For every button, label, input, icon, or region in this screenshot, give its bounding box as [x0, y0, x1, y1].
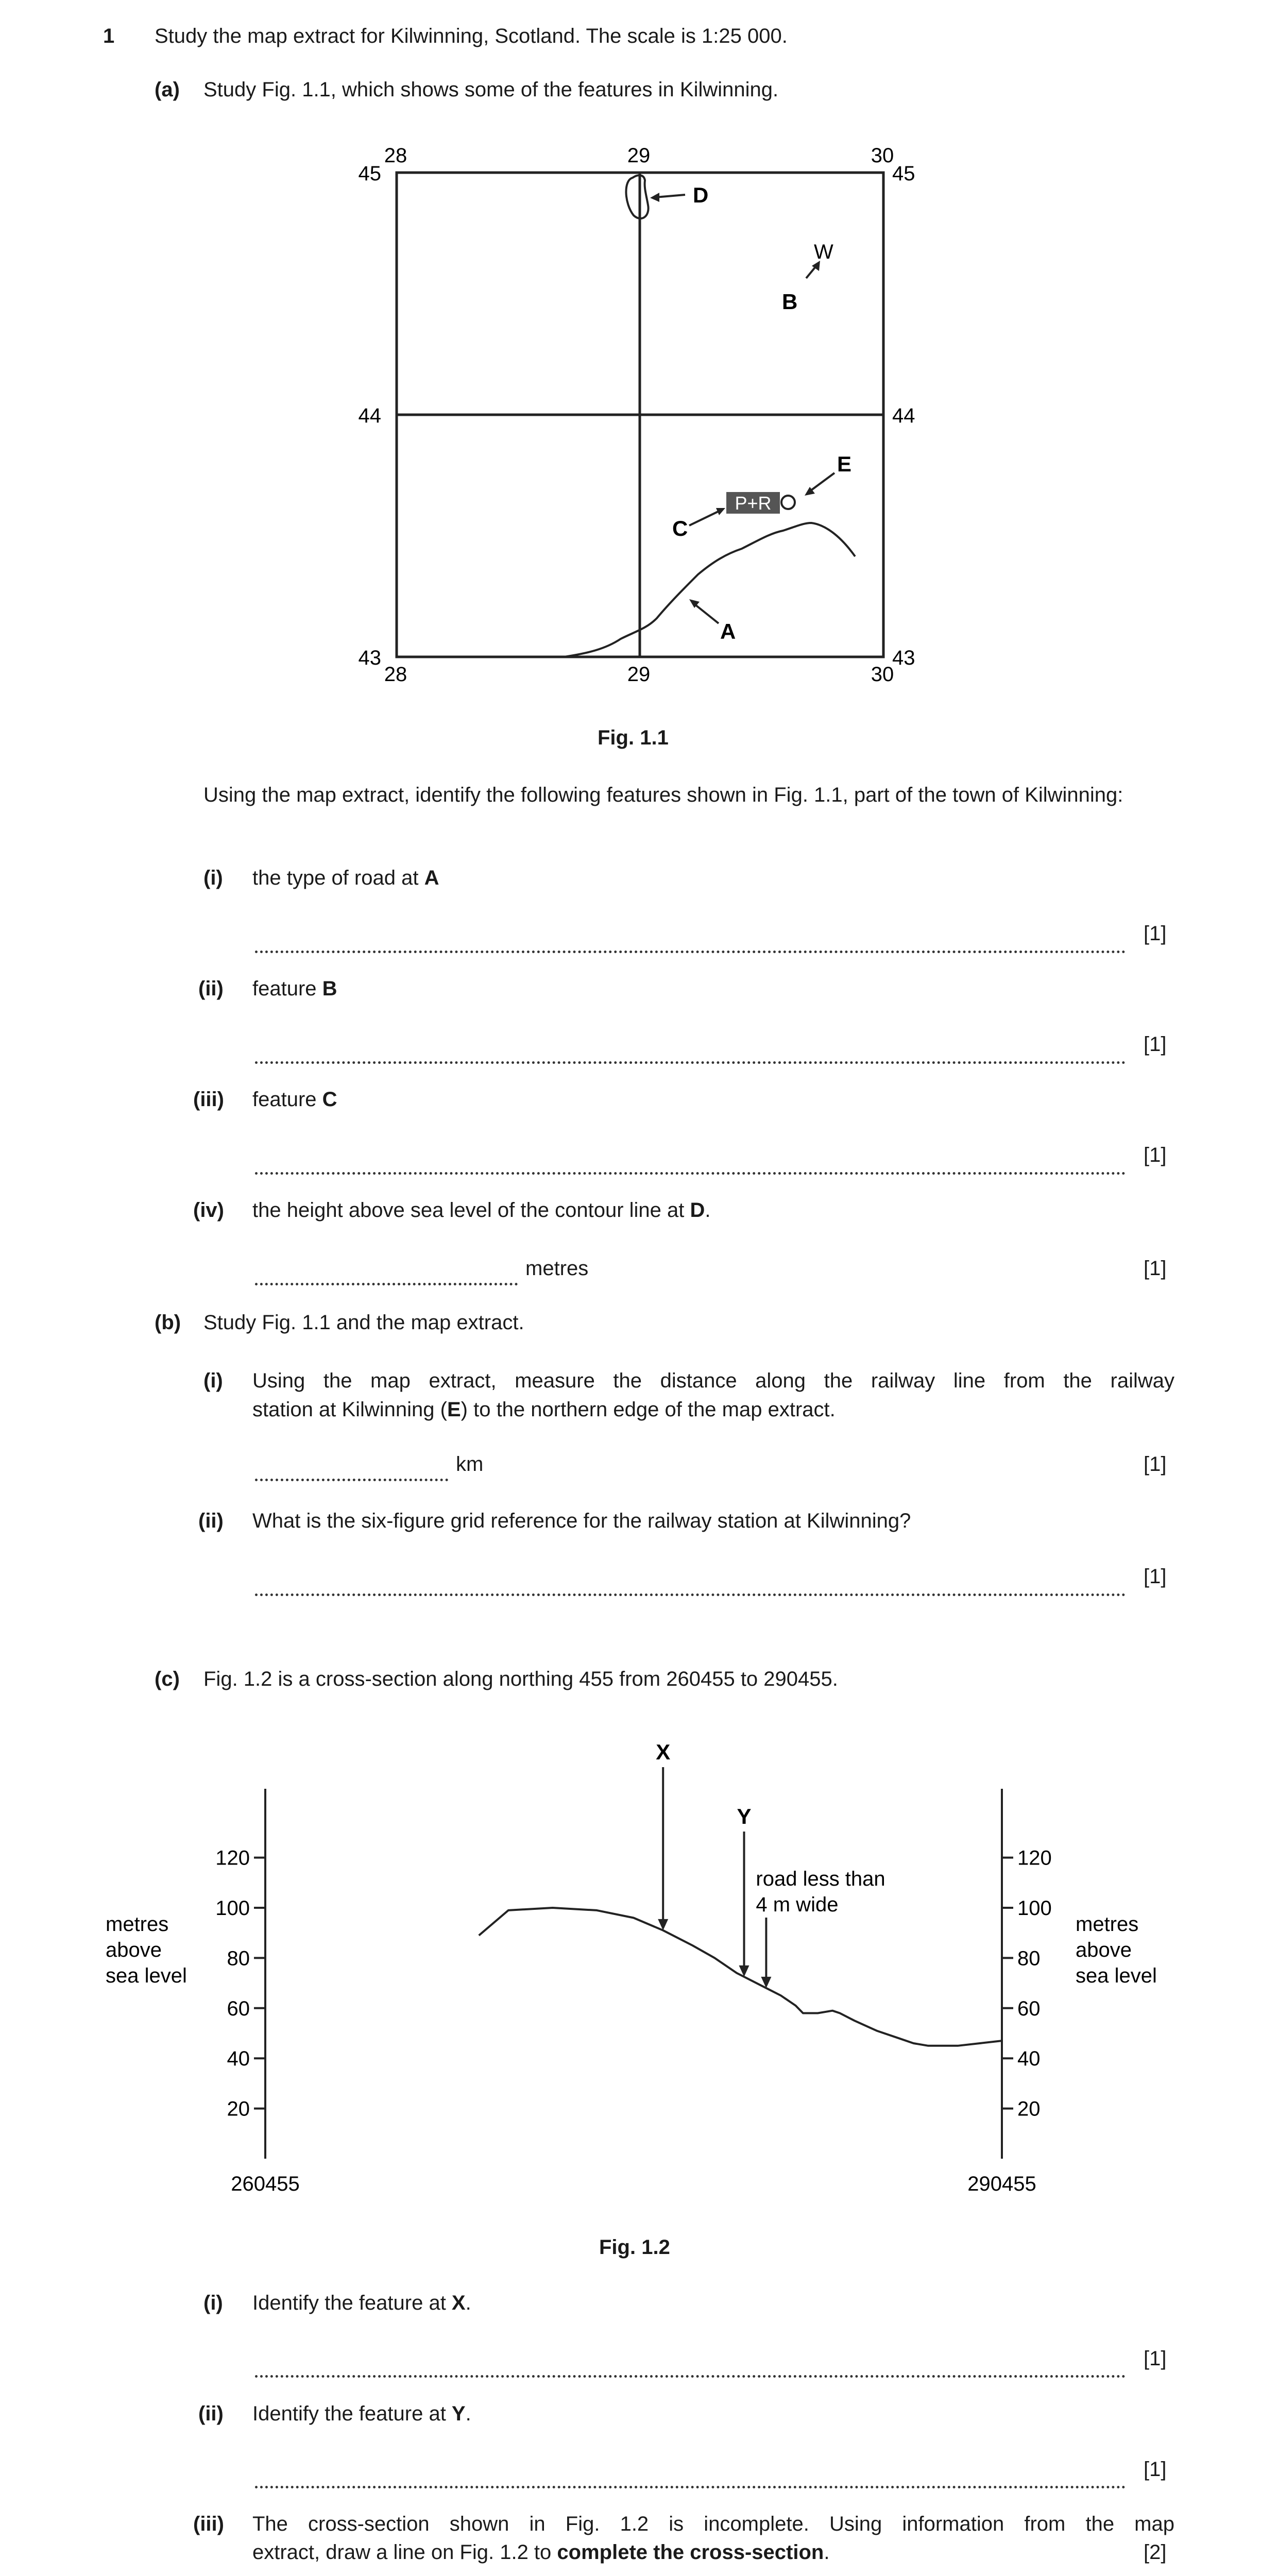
b-ii-mark: [1] — [1144, 1565, 1167, 1588]
a-i-answer-line[interactable] — [255, 951, 1126, 953]
road-a — [564, 523, 855, 657]
part-c-intro: Fig. 1.2 is a cross-section along northing 455 from 260455 to 290455. — [203, 1668, 838, 1690]
a-iii-answer-line[interactable] — [255, 1172, 1126, 1175]
northing-left-44: 44 — [358, 404, 381, 427]
road-note-line-2: 4 m wide — [756, 1893, 839, 1916]
easting-bottom-29: 29 — [627, 663, 651, 686]
c-iii-line2: extract, draw a line on Fig. 1.2 to complete the cross-section. — [252, 2541, 830, 2564]
a-iv-question: the height above sea level of the contour line at D. — [252, 1199, 711, 1222]
a-iv-mark: [1] — [1144, 1257, 1167, 1280]
y-tick-label-right-80: 80 — [1017, 1947, 1041, 1970]
c-iii-num: (iii) — [193, 2513, 224, 2535]
station-circle — [781, 496, 795, 509]
b-i-line1: Using the map extract, measure the distance along the railway line from the railway — [252, 1369, 1174, 1392]
b-i-num: (i) — [203, 1369, 223, 1392]
label-c: C — [672, 516, 688, 540]
arrow-a — [693, 603, 719, 623]
c-iii-mark: [2] — [1144, 2541, 1167, 2564]
b-ii-answer-line[interactable] — [255, 1594, 1126, 1596]
northing-right-43: 43 — [892, 647, 915, 669]
part-b-label: (b) — [155, 1311, 181, 1334]
x-end-label: 290455 — [967, 2173, 1036, 2195]
c-ii-answer-line[interactable] — [255, 2486, 1126, 2488]
arrow-e — [809, 473, 834, 492]
b-ii-question: What is the six-figure grid reference for the railway station at Kilwinning? — [252, 1510, 911, 1532]
left-label-line-3: sea level — [106, 1964, 187, 1987]
a-ii-num: (ii) — [198, 977, 224, 1000]
y-tick-label-left-60: 60 — [227, 1997, 250, 2020]
compass-w-label: W — [814, 241, 833, 263]
a-i-num: (i) — [203, 867, 223, 889]
fig-1-2-caption: Fig. 1.2 — [599, 2236, 670, 2259]
part-b-intro: Study Fig. 1.1 and the map extract. — [203, 1311, 524, 1334]
y-tick-label-left-40: 40 — [227, 2047, 250, 2071]
c-ii-question: Identify the feature at Y. — [252, 2402, 471, 2425]
c-ii-num: (ii) — [198, 2402, 224, 2425]
y-tick-label-right-120: 120 — [1017, 1846, 1052, 1870]
question-intro: Study the map extract for Kilwinning, Scotland. The scale is 1:25 000. — [155, 25, 788, 47]
right-label-line-1: metres — [1076, 1913, 1139, 1936]
c-ii-mark: [1] — [1144, 2458, 1167, 2481]
c-i-question: Identify the feature at X. — [252, 2292, 471, 2314]
park-ride-label: P+R — [735, 493, 772, 514]
y-tick-label-right-20: 20 — [1017, 2097, 1041, 2121]
easting-top-28: 28 — [384, 144, 407, 167]
b-i-mark: [1] — [1144, 1453, 1167, 1476]
label-a: A — [720, 619, 736, 643]
easting-top-30: 30 — [871, 144, 894, 167]
a-iii-num: (iii) — [193, 1088, 224, 1111]
northing-right-45: 45 — [892, 162, 915, 185]
label-e: E — [837, 452, 852, 476]
part-c-label: (c) — [155, 1668, 180, 1690]
y-tick-label-left-80: 80 — [227, 1947, 250, 1970]
contour-loop-d — [626, 175, 648, 218]
a-i-question: the type of road at A — [252, 867, 439, 889]
figure-1-2-cross-section — [93, 1716, 1157, 2205]
left-label-line-1: metres — [106, 1913, 169, 1936]
part-a-label: (a) — [155, 78, 180, 101]
y-tick-label-right-60: 60 — [1017, 1997, 1041, 2020]
a-iv-answer-line[interactable] — [255, 1283, 518, 1285]
y-tick-label-left-100: 100 — [215, 1897, 250, 1920]
a-ii-mark: [1] — [1144, 1033, 1167, 1056]
marker-y-label: Y — [737, 1804, 752, 1828]
y-tick-label-right-100: 100 — [1017, 1897, 1052, 1920]
a-iv-num: (iv) — [193, 1199, 224, 1222]
a-ii-answer-line[interactable] — [255, 1061, 1126, 1064]
b-i-line2: station at Kilwinning (E) to the northern edge of the map extract. — [252, 1398, 836, 1421]
fig-1-1-caption: Fig. 1.1 — [598, 726, 669, 749]
label-b: B — [782, 290, 798, 314]
cross-section-profile-line — [479, 1908, 1002, 2046]
x-start-label: 260455 — [231, 2173, 300, 2195]
easting-bottom-28: 28 — [384, 663, 407, 686]
y-tick-label-left-20: 20 — [227, 2097, 250, 2121]
northing-left-43: 43 — [358, 647, 381, 669]
b-ii-num: (ii) — [198, 1510, 224, 1532]
northing-left-45: 45 — [358, 162, 381, 185]
y-tick-label-right-40: 40 — [1017, 2047, 1041, 2071]
northing-right-44: 44 — [892, 404, 915, 427]
c-i-answer-line[interactable] — [255, 2375, 1126, 2378]
a-ii-question: feature B — [252, 977, 337, 1000]
label-d: D — [693, 183, 709, 207]
b-i-answer-line[interactable] — [255, 1479, 448, 1481]
c-i-mark: [1] — [1144, 2347, 1167, 2370]
b-i-unit: km — [456, 1453, 484, 1476]
a-iii-mark: [1] — [1144, 1144, 1167, 1166]
arrow-c — [689, 510, 721, 526]
right-label-line-3: sea level — [1076, 1964, 1157, 1987]
easting-bottom-30: 30 — [871, 663, 894, 686]
part-a-intro: Study Fig. 1.1, which shows some of the features in Kilwinning. — [203, 78, 779, 101]
road-note-line-1: road less than — [756, 1868, 885, 1890]
right-label-line-2: above — [1076, 1939, 1132, 1961]
a-iii-question: feature C — [252, 1088, 337, 1111]
question-number: 1 — [103, 25, 115, 47]
figure-1-1-map — [335, 137, 943, 698]
a-i-mark: [1] — [1144, 922, 1167, 945]
part-a-instruction: Using the map extract, identify the following features shown in Fig. 1.1, part of the town of Kilwinning: — [203, 784, 1123, 806]
c-iii-line1: The cross-section shown in Fig. 1.2 is incomplete. Using information from the map — [252, 2513, 1174, 2535]
y-tick-label-left-120: 120 — [215, 1846, 250, 1870]
easting-top-29: 29 — [627, 144, 651, 167]
a-iv-unit: metres — [525, 1257, 589, 1280]
left-label-line-2: above — [106, 1939, 162, 1961]
c-i-num: (i) — [203, 2292, 223, 2314]
arrow-d — [655, 195, 685, 197]
marker-x-label: X — [656, 1740, 671, 1764]
